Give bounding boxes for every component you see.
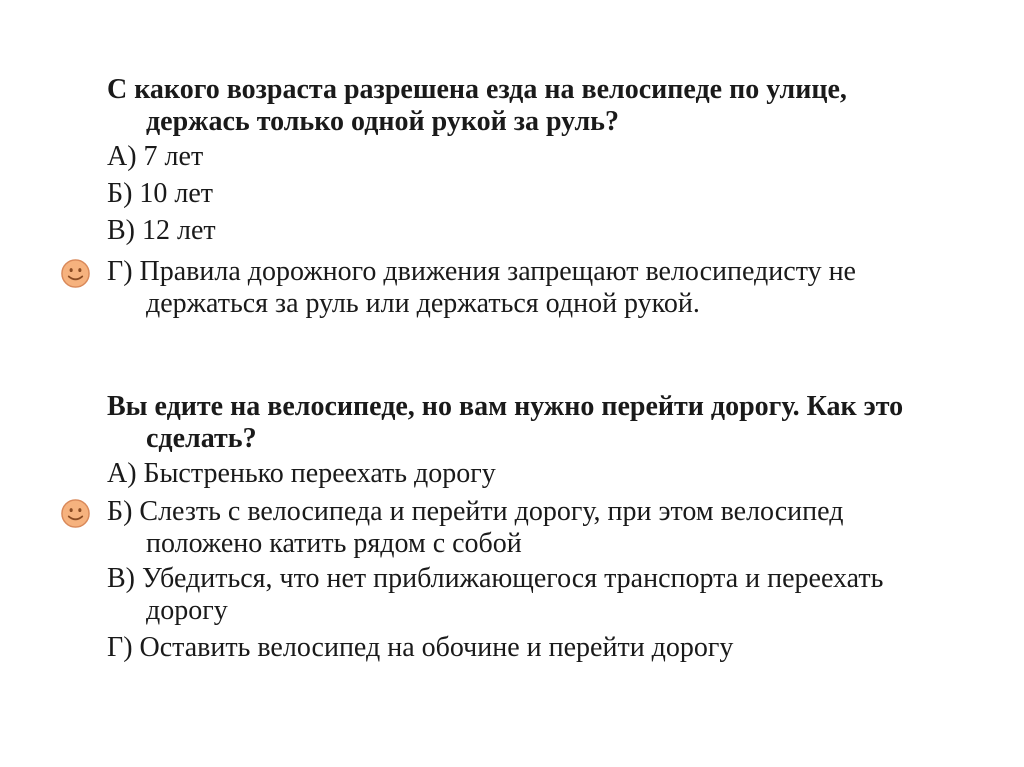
option-text-line-2: держаться за руль или держаться одной рукой. [146, 288, 700, 319]
option-text: Г) Оставить велосипед на обочине и перейти дорогу [107, 632, 734, 663]
question-1-title [107, 74, 847, 138]
smiley-icon [60, 258, 91, 289]
question-2-option-a [107, 458, 496, 490]
question-2-title [107, 391, 903, 455]
option-text: А) 7 лет [107, 141, 204, 172]
question-1-title-line-2: держась только одной рукой за руль? [146, 106, 619, 137]
option-text-line-2: положено катить рядом с собой [146, 528, 522, 559]
question-2-option-b [107, 496, 843, 560]
question-1-option-b [107, 178, 213, 210]
option-text: Б) 10 лет [107, 178, 214, 209]
question-2-title-line-2: сделать? [146, 423, 257, 454]
option-text-line-2: дорогу [146, 595, 228, 626]
question-1-option-a [107, 141, 203, 173]
smiley-icon [60, 498, 91, 529]
question-1-title-line-1: С какого возраста разрешена езда на велосипеде по улице, [107, 74, 847, 105]
option-text-line-1: В) Убедиться, что нет приближающегося транспорта и переехать [107, 563, 884, 594]
option-text-line-1: Г) Правила дорожного движения запрещают велосипедисту не [107, 256, 856, 287]
option-text-line-1: Б) Слезть с велосипеда и перейти дорогу, при этом велосипед [107, 496, 844, 527]
question-2-option-g [107, 632, 733, 664]
question-1-option-g [107, 256, 856, 320]
question-2-option-v [107, 563, 883, 627]
question-1-option-v [107, 215, 216, 247]
option-text: В) 12 лет [107, 215, 216, 246]
option-text: А) Быстренько переехать дорогу [107, 458, 496, 489]
question-2-title-line-1: Вы едите на велосипеде, но вам нужно перейти дорогу. Как это [107, 391, 904, 422]
